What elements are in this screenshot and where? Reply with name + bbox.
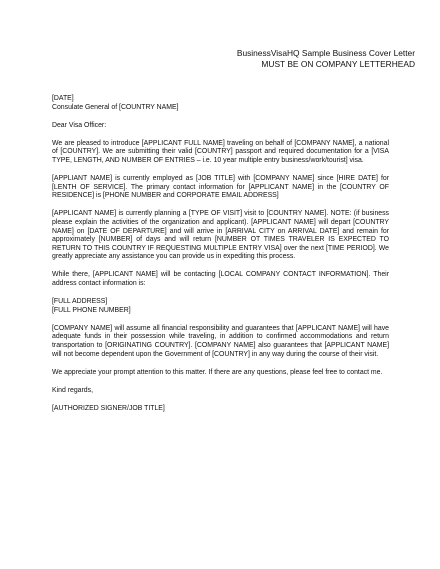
letter-date: [DATE] <box>52 95 74 102</box>
contact-phone: [FULL PHONE NUMBER] <box>52 306 131 314</box>
letter-body <box>52 95 389 423</box>
paragraph-financial-guarantee: [COMPANY NAME] will assume all financial responsibility and guarantees that [APPLICANT NAME] will have adequate funds in their possession while traveling, in addition to confirmed accommodations and return transportation to [ORIGINATING COUNTRY]. [COMPANY NAME] also guarantees that [APPLICANT NAME] will not become dependent upon the Government of [COUNTRY] in any way during the course of their visit. <box>52 324 389 358</box>
paragraph-employment: [APPLIANT NAME] is currently employed as [JOB TITLE] with [COMPANY NAME] since [HIRE DATE] for [LENTH OF SERVICE]. The primary contact information for [APPLICANT NAME] in the [COUNTRY OF RESIDENCE] is [PHONE NUMBER and CORPORATE EMAIL ADDRESS] <box>52 175 389 200</box>
header-title: BusinessVisaHQ Sample Business Cover Letter <box>236 48 415 58</box>
paragraph-introduction: We are pleased to introduce [APPLICANT FULL NAME] traveling on behalf of [COMPANY NAME], a national of [COUNTRY]. We are submitting their valid [COUNTRY] passport and required documentation for a [VISA TYPE, LENGTH, AND NUMBER OF ENTRIES – i.e. 10 year multiple entry business/work/tourist] visa. <box>52 139 389 164</box>
contact-address: [FULL ADDRESS] <box>52 298 108 306</box>
header-letterhead-note: MUST BE ON COMPANY LETTERHEAD <box>261 59 415 69</box>
letter-recipient: Consulate General of [COUNTRY NAME] <box>52 103 179 111</box>
letter-signer: [AUTHORIZED SIGNER/JOB TITLE] <box>52 404 165 412</box>
paragraph-local-contact: While there, [APPLICANT NAME] will be contacting [LOCAL COMPANY CONTACT INFORMATION]. Their address contact information is: <box>52 271 389 287</box>
paragraph-visit-details: [APPLICANT NAME] is currently planning a [TYPE OF VISIT] visit to [COUNTRY NAME]. NOTE: (if business please explain the activities of the organization and applicant). [APPLICANT NAME] will depart [COUNTRY NAME] on [DATE OF DEPARTURE] and will arrive in [ARRIVAL CITY on ARRIVAL DATE] and remain for approximately [NUMBER] of days and will return [NUMBER OT TIMES TRAVELER IS EXPECTED TO RETURN TO THIS COUNTRY IF REQUESTING MULTIPLE ENTRY VISA] over the next [TIME PERIOD]. We greatly appreciate any assistance you can provide us in expediting this process. <box>52 210 389 261</box>
letter-closing: Kind regards, <box>52 386 93 394</box>
paragraph-appreciation: We appreciate your prompt attention to this matter. If there are any questions, please feel free to contact me. <box>52 368 383 376</box>
letter-salutation: Dear Visa Officer: <box>52 121 107 129</box>
letter-header <box>237 48 415 70</box>
